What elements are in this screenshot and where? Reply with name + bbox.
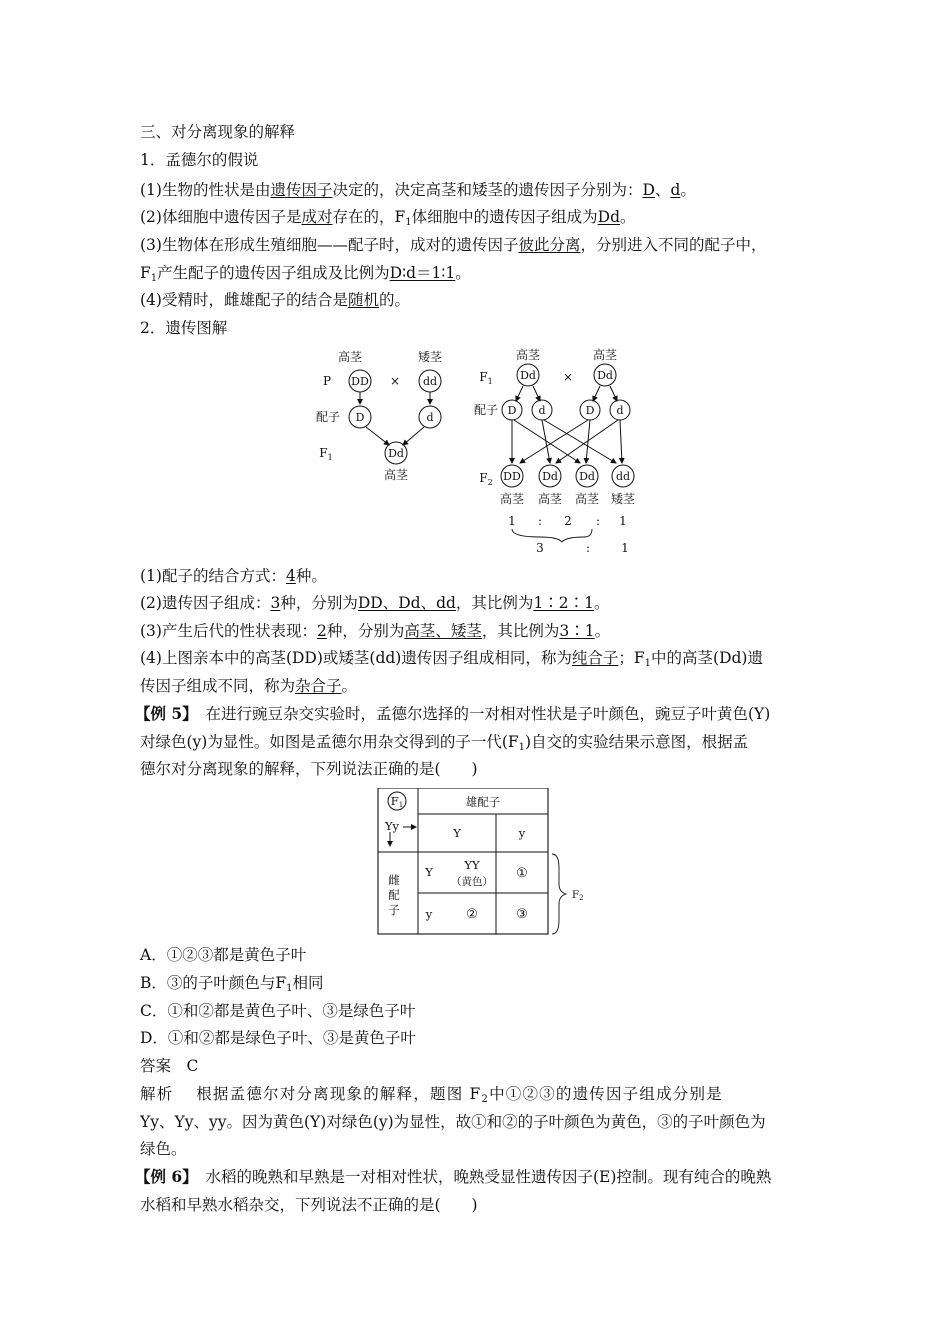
- table-col-y: y: [518, 826, 526, 840]
- example5-line3: 德尔对分离现象的解释，下列说法正确的是( ): [140, 760, 478, 778]
- right-tall-label-2: 高茎: [592, 348, 618, 362]
- table-col-Y: Y: [453, 826, 461, 840]
- left-P-label: P: [322, 374, 332, 388]
- f2-Dd-1-text: Dd: [542, 470, 558, 483]
- ratio2-colon: :: [585, 541, 591, 555]
- example6-tag: 【例 6】: [135, 1167, 190, 1186]
- section-heading: 三、对分离现象的解释: [140, 123, 296, 141]
- ratio-2: 2: [564, 514, 572, 528]
- f2-Dd-2-text: Dd: [579, 470, 595, 483]
- f2-label-4: 矮茎: [610, 492, 636, 506]
- analysis-line1: 解析 根据孟德尔对分离现象的解释，题图 $F_2$中①②③的遗传因子组成分别是: [140, 1085, 723, 1105]
- right-F2-label: $F_2$: [479, 471, 493, 487]
- hypothesis-3: (3)生物体在形成生殖细胞——配子时，成对的遗传因子彼此分离，分别进入不同的配子中，: [140, 236, 767, 254]
- table-yellow: （黄色）: [451, 876, 493, 888]
- option-A: A．①②③都是黄色子叶: [140, 946, 307, 964]
- option-B: B．③的子叶颜色与$F_1$相同: [140, 974, 324, 994]
- table-F2: $F_2$: [572, 890, 584, 902]
- left-offspring-Dd-text: Dd: [388, 447, 404, 460]
- f2-label-1: 高茎: [499, 492, 525, 506]
- ratio-1: 1: [508, 514, 516, 528]
- table-female-3: 子: [388, 903, 400, 917]
- hypothesis-4: (4)受精时，雌雄配子的结合是随机的。: [140, 291, 410, 309]
- hypothesis-2: (2)体细胞中遗传因子是成对存在的，$F_1$体细胞中的遗传因子组成为Dd。: [140, 208, 636, 228]
- arrow: [620, 420, 622, 463]
- answer-line: 答案 C: [140, 1057, 199, 1075]
- left-tall-label: 高茎: [337, 350, 363, 364]
- ratio-brace: [512, 529, 592, 542]
- right-gamete-d-1-text: d: [538, 404, 546, 417]
- table-cell-3: ③: [516, 907, 528, 922]
- analysis-line2: Yy、Yy、yy。因为黄色(Y)对绿色(y)为显性，故①和②的子叶颜色为黄色，③的子叶颜色为: [140, 1113, 766, 1131]
- right-gamete-label: 配子: [473, 403, 499, 417]
- diagram-title: 2．遗传图解: [140, 319, 228, 337]
- left-F1-label: $F_1$: [319, 446, 333, 462]
- genetic-diagram: [300, 345, 660, 560]
- f2-DD-text: DD: [503, 470, 521, 483]
- right-tall-label-1: 高茎: [515, 348, 541, 362]
- ratio-colon-2: :: [595, 514, 601, 528]
- right-parent-Dd-2-text: Dd: [597, 369, 613, 382]
- table-YY: YY: [464, 858, 480, 872]
- punnett-table: [376, 788, 586, 936]
- right-gamete-D-2-text: D: [585, 404, 595, 417]
- option-C: C．①和②都是黄色子叶、③是绿色子叶: [140, 1002, 416, 1020]
- arrow: [593, 386, 600, 401]
- arrow: [403, 427, 424, 445]
- left-gamete-D-text: D: [355, 411, 365, 424]
- answer-2: (2)遗传因子组成：3种，分别为DD、Dd、dd，其比例为1∶2∶1。: [140, 594, 610, 612]
- ratio-3: 1: [619, 514, 627, 528]
- table-row-y: y: [425, 907, 433, 921]
- hypothesis-title: 1．孟德尔的假说: [140, 151, 259, 169]
- example6-line2: 水稻和早熟水稻杂交，下列说法不正确的是( ): [140, 1196, 478, 1214]
- analysis-line3: 绿色。: [140, 1140, 187, 1158]
- f2-label-3: 高茎: [574, 492, 600, 506]
- table-cell-1: ①: [516, 866, 528, 881]
- left-gamete-d-text: d: [426, 411, 434, 424]
- table-Yy: Yy: [384, 819, 400, 833]
- answer-4b: 传因子组成不同，称为杂合子。: [140, 677, 358, 695]
- table-brace: [552, 854, 566, 934]
- ratio2-1: 1: [621, 541, 629, 555]
- table-female-1: 雌: [388, 873, 400, 887]
- arrow: [542, 420, 550, 463]
- example5-line1: 【例 5】 在进行豌豆杂交实验时，孟德尔选择的一对相对性状是子叶颜色，豌豆子叶黄色(Y): [135, 704, 771, 723]
- answer-4: (4)上图亲本中的高茎(DD)或矮茎(dd)遗传因子组成相同，称为纯合子；$F_1$中的高茎(Dd)遗: [140, 649, 763, 669]
- arrow: [514, 420, 580, 463]
- ratio-colon-1: :: [537, 514, 543, 528]
- left-short-label: 矮茎: [417, 350, 443, 364]
- example6-line1: 【例 6】 水稻的晚熟和早熟是一对相对性状，晚熟受显性遗传因子(E)控制。现有纯合的晚熟: [135, 1167, 772, 1186]
- right-parent-Dd-1-text: Dd: [520, 369, 536, 382]
- left-parent-DD-text: DD: [351, 375, 369, 388]
- arrow: [516, 386, 523, 401]
- right-F1-label: $F_1$: [479, 370, 493, 386]
- right-gamete-D-1-text: D: [507, 404, 517, 417]
- f2-label-2: 高茎: [537, 492, 563, 506]
- f2-dd-text: dd: [615, 470, 631, 483]
- example5-tag: 【例 5】: [135, 704, 190, 723]
- answer-1: (1)配子的结合方式：4种。: [140, 567, 327, 585]
- left-offspring-label: 高茎: [383, 468, 409, 482]
- answer-3: (3)产生后代的性状表现：2种，分别为高茎、矮茎，其比例为3∶1。: [140, 622, 611, 640]
- hypothesis-3b: $F_1$产生配子的遗传因子组成及比例为D∶d＝1∶1。: [140, 264, 471, 284]
- left-parent-dd-text: dd: [422, 375, 438, 388]
- hypothesis-1: (1)生物的性状是由遗传因子决定的，决定高茎和矮茎的遗传因子分别为：D、d。: [140, 181, 696, 199]
- option-D: D．①和②都是绿色子叶、③是黄色子叶: [140, 1029, 416, 1047]
- arrow: [533, 386, 540, 401]
- arrow: [610, 386, 617, 401]
- table-F1: F1: [390, 794, 404, 809]
- table-cell-2: ②: [466, 907, 478, 922]
- right-gamete-d-2-text: d: [616, 404, 624, 417]
- right-cross: ×: [562, 370, 574, 384]
- example5-line2: 对绿色(y)为显性。如图是孟德尔用杂交得到的子一代$(F_1)$自交的实验结果示意图，根据孟: [140, 733, 749, 753]
- ratio2-3: 3: [536, 541, 544, 555]
- arrow: [366, 427, 389, 445]
- table-male-gamete: 雄配子: [465, 795, 501, 809]
- left-cross: ×: [389, 374, 401, 388]
- table-row-Y: Y: [425, 865, 433, 879]
- left-gamete-label: 配子: [315, 410, 341, 424]
- table-female-2: 配: [388, 888, 400, 902]
